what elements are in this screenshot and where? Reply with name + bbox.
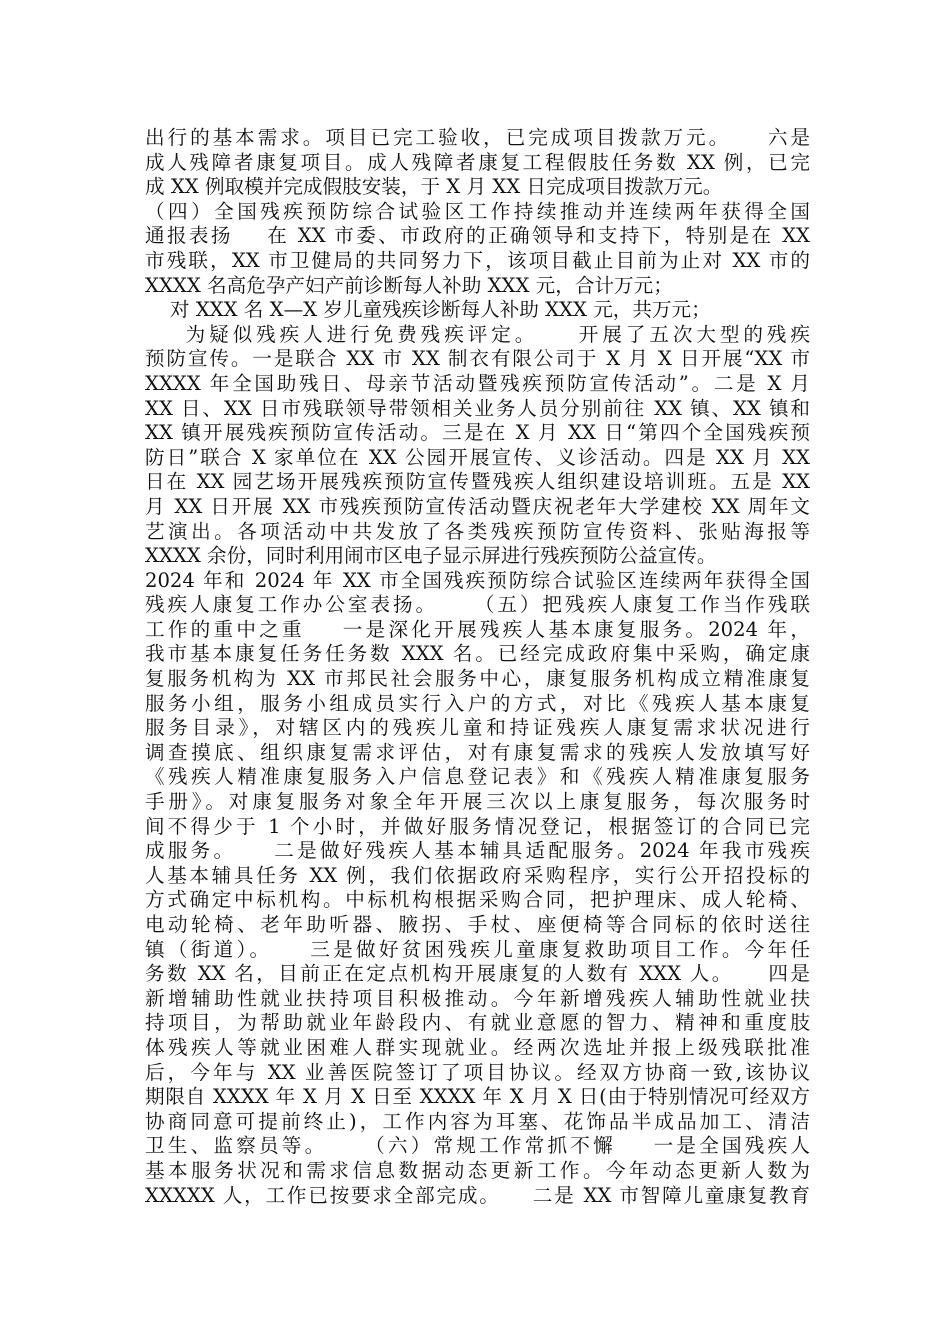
text-line: 防日”联合 X 家单位在 XX 公园开展宣传、义诊活动。四是 XX 月 XX — [145, 445, 810, 469]
text-line: 电动轮椅、老年助听器、腋拐、手杖、座便椅等合同标的依时送往 — [145, 913, 810, 936]
text-line: 持项目，为帮助就业年龄段内、有就业意愿的智力、精神和重度肢 — [145, 1011, 810, 1035]
text-line: 通报表扬 在 XX 市委、市政府的正确领导和支持下，特别是在 XX — [145, 224, 810, 248]
text-line: 复服务机构为 XX 市邦民社会服务中心，康复服务机构成立精准康复 — [145, 667, 810, 691]
text-line: 镇（街道）。 三是做好贫困残疾儿童康复救助项目工作。今年任 — [145, 937, 810, 961]
text-line: 出行的基本需求。项目已完工验收，已完成项目拨款万元。 六是 — [145, 126, 810, 149]
text-line: 预防宣传。一是联合 XX 市 XX 制衣有限公司于 X 月 X 日开展“XX 市 — [145, 347, 810, 371]
text-line: 卫生、监察员等。 （六）常规工作常抓不懈 一是全国残疾人 — [145, 1134, 810, 1158]
text-line: 2024 年和 2024 年 XX 市全国残疾预防综合试验区连续两年获得全国 — [145, 568, 810, 592]
text-line: 后，今年与 XX 业善医院签订了项目协议。经双方协商一致,该协议 — [145, 1060, 810, 1084]
text-line: 日在 XX 园艺场开展残疾预防宣传暨残疾人组织建设培训班。五是 XX — [145, 470, 810, 494]
text-line: 对 XXX 名 X—X 岁儿童残疾诊断每人补助 XXX 元，共万元； — [145, 298, 711, 322]
text-line: 《残疾人精准康复服务入户信息登记表》和《残疾人精准康复服务 — [145, 765, 810, 789]
body-text — [145, 126, 810, 1208]
text-line: 协商同意可提前终止)，工作内容为耳塞、花饰品半成品加工、清洁 — [145, 1109, 810, 1133]
text-line: 基本服务状况和需求信息数据动态更新工作。今年动态更新人数为 — [145, 1158, 810, 1182]
text-line: 手册》。对康复服务对象全年开展三次以上康复服务，每次服务时 — [145, 790, 810, 814]
text-line: XXXX 余份，同时利用闹市区电子显示屏进行残疾预防公益宣传。 — [145, 544, 717, 568]
text-line: 残疾人康复工作办公室表扬。 （五）把残疾人康复工作当作残联 — [145, 593, 810, 617]
text-line: 服务小组，服务小组成员实行入户的方式，对比《残疾人基本康复 — [145, 691, 810, 715]
text-line: 成服务。 二是做好残疾人基本辅具适配服务。2024 年我市残疾 — [145, 839, 810, 863]
text-line: XX 日、XX 日市残联领导带领相关业务人员分别前往 XX 镇、XX 镇和 — [145, 396, 810, 420]
text-line: 期限自 XXXX 年 X 月 X 日至 XXXX 年 X 月 X 日(由于特别情况可经双方 — [145, 1085, 810, 1109]
text-line: 艺演出。各项活动中共发放了各类残疾预防宣传资料、张贴海报等 — [145, 519, 810, 543]
text-line: 间不得少于 1 个小时，并做好服务情况登记，根据签订的合同已完 — [145, 814, 810, 838]
text-line: XXXX 名高危孕产妇产前诊断每人补助 XXX 元，合计万元； — [145, 273, 673, 297]
text-line: XXXXX 人，工作已按要求全部完成。 二是 XX 市智障儿童康复教育 — [145, 1183, 810, 1207]
text-line: 为疑似残疾人进行免费残疾评定。 开展了五次大型的残疾 — [145, 322, 810, 346]
text-line: 成 XX 例取模并完成假肢安装，于 X 月 XX 日完成项目拨款万元。 — [145, 175, 723, 199]
text-line: 服务目录》，对辖区内的残疾儿童和持证残疾人康复需求状况进行 — [145, 716, 810, 740]
text-line: 新增辅助性就业扶持项目积极推动。今年新增残疾人辅助性就业扶 — [145, 986, 810, 1010]
text-line: （四）全国残疾预防综合试验区工作持续推动并连续两年获得全国 — [145, 199, 810, 223]
text-line: 市残联，XX 市卫健局的共同努力下，该项目截止目前为止对 XX 市的 — [145, 248, 810, 272]
text-line: XX 镇开展残疾预防宣传活动。三是在 X 月 XX 日“第四个全国残疾预 — [145, 421, 810, 445]
text-line: XXXX 年全国助残日、母亲节活动暨残疾预防宣传活动”。二是 X 月 — [145, 371, 810, 395]
text-line: 成人残障者康复项目。成人残障者康复工程假肢任务数 XX 例，已完 — [145, 150, 810, 174]
text-line: 调查摸底、组织康复需求评估，对有康复需求的残疾人发放填写好 — [145, 740, 810, 764]
text-line: 我市基本康复任务任务数 XXX 名。已经完成政府集中采购，确定康 — [145, 642, 810, 666]
text-line: 工作的重中之重 一是深化开展残疾人基本康复服务。2024 年， — [145, 617, 810, 641]
text-line: 月 XX 日开展 XX 市残疾预防宣传活动暨庆祝老年大学建校 XX 周年文 — [145, 494, 810, 518]
text-line: 务数 XX 名，目前正在定点机构开展康复的人数有 XXX 人。 四是 — [145, 962, 810, 986]
text-line: 方式确定中标机构。中标机构根据采购合同，把护理床、成人轮椅、 — [145, 888, 810, 912]
text-line: 人基本辅具任务 XX 例，我们依据政府采购程序，实行公开招投标的 — [145, 863, 810, 887]
text-line: 体残疾人等就业困难人群实现就业。经两次选址并报上级残联批准 — [145, 1035, 810, 1059]
